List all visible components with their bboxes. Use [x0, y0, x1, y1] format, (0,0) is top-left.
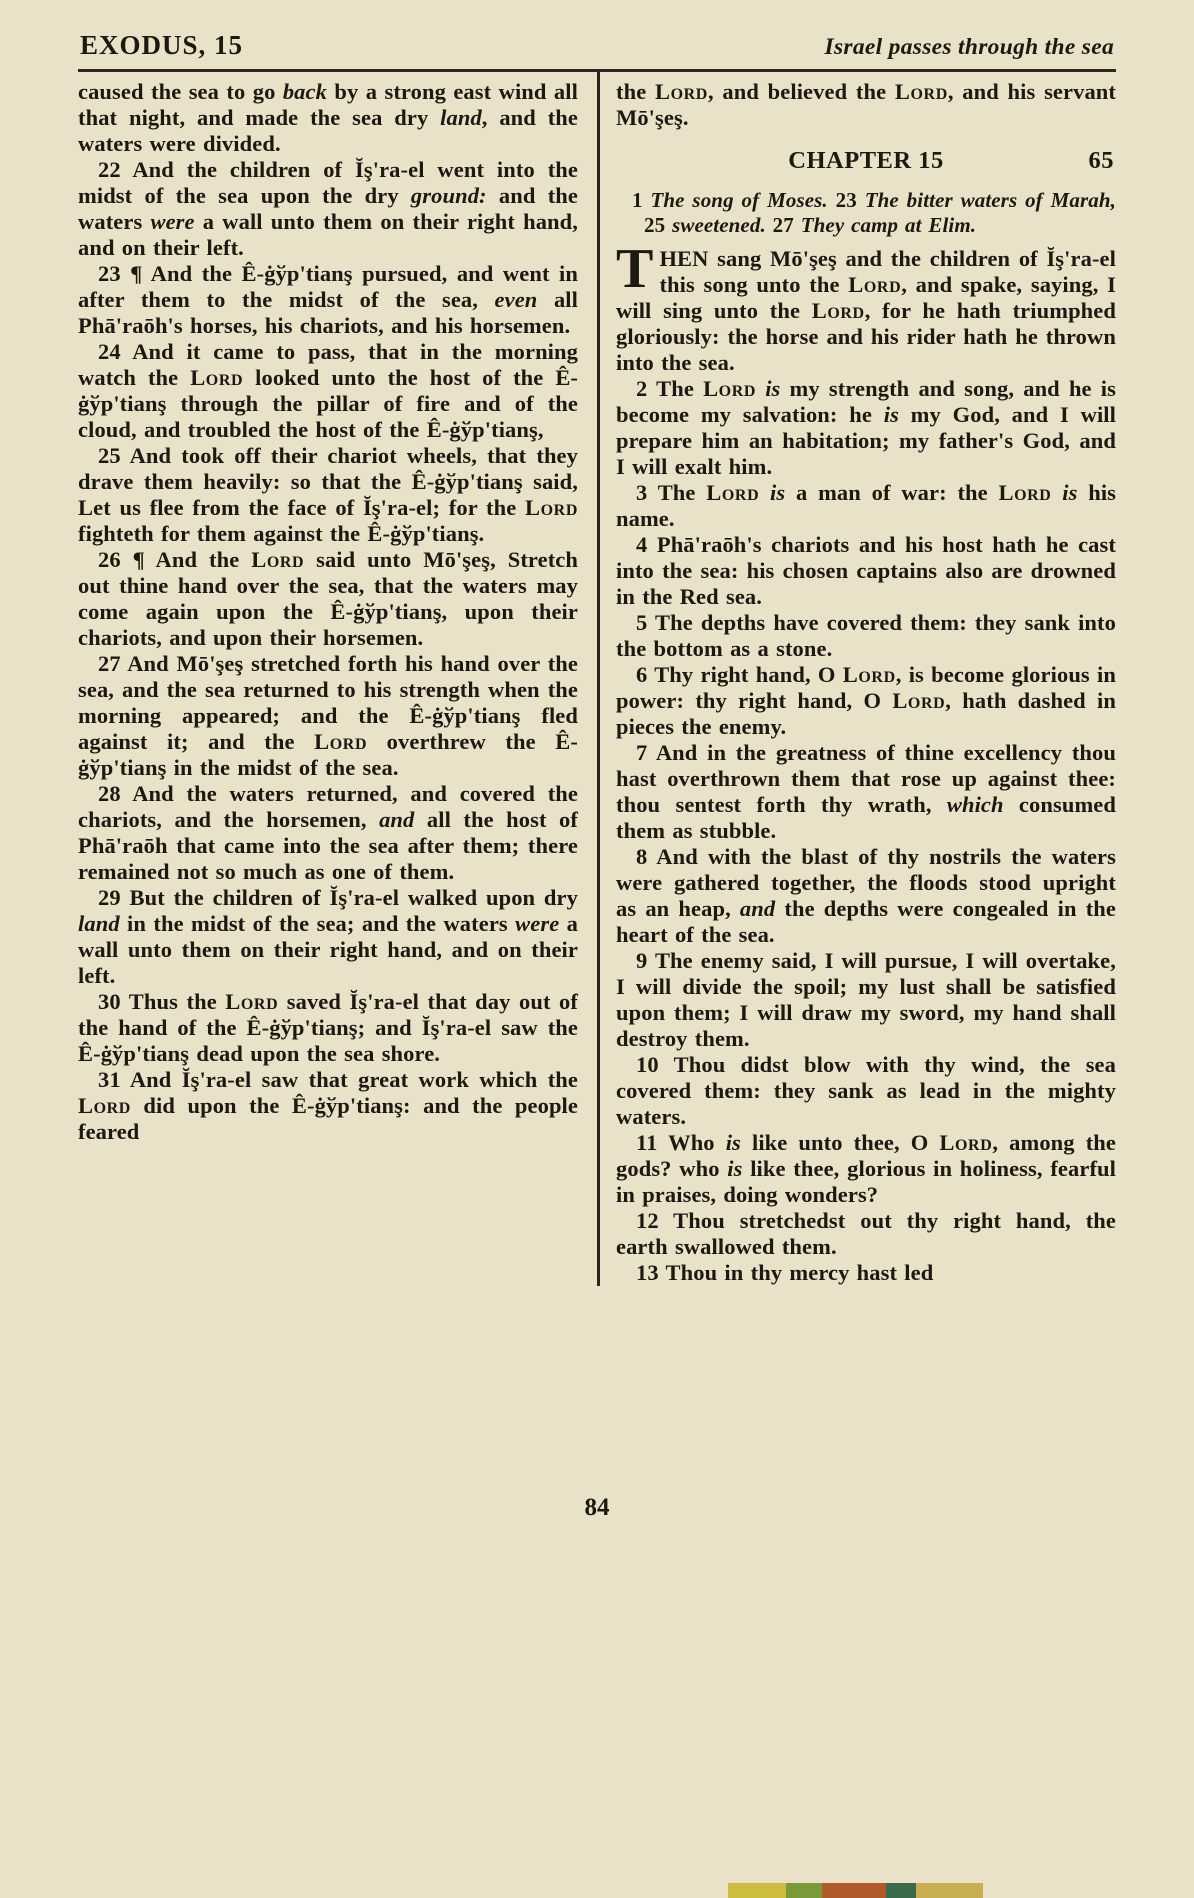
verse-paragraph: 12 Thou stretchedst out thy right hand, the earth swallowed them. [616, 1208, 1116, 1259]
verse-paragraph: 8 And with the blast of thy nostrils the waters were gathered together, the floods stood upright as an heap, and the depths were congealed in the heart of the sea. [616, 844, 1116, 947]
column-right [597, 79, 1116, 1286]
verse-paragraph: caused the sea to go back by a strong east wind all that night, and made the sea dry land, and the waters were divided. [78, 79, 578, 156]
chapter-summary: 1 The song of Moses. 23 The bitter waters of Marah, 25 sweetened. 27 They camp at Elim. [632, 188, 1116, 237]
scan-artifact-segment [886, 1883, 916, 1898]
column-number: 65 [1088, 147, 1114, 174]
verse-paragraph: 22 And the children of Ĭş'ra-el went into the midst of the sea upon the dry ground: and the waters were a wall unto them on their right hand, and on their left. [78, 157, 578, 260]
page-header [78, 26, 1116, 69]
drop-cap: T [616, 238, 654, 300]
column-divider [597, 72, 600, 1286]
verse-paragraph: 4 Phā'raōh's chariots and his host hath he cast into the sea: his chosen captains also are drowned in the Red sea. [616, 532, 1116, 609]
verse-paragraph: 27 And Mō'şeş stretched forth his hand over the sea, and the sea returned to his strength when the morning appeared; and the Ê-ġўp'tianş fled against it; and the Lord overthrew the Ê-ġўp'tianş in the midst of the sea. [78, 651, 578, 780]
verse-paragraph: 6 Thy right hand, O Lord, is become glorious in power: thy right hand, O Lord, hath dashed in pieces the enemy. [616, 662, 1116, 739]
verse-paragraph: THEN sang Mō'şeş and the children of Ĭş'ra-el this song unto the Lord, and spake, saying, I will sing unto the Lord, for he hath triumphed gloriously: the horse and his rider hath he thrown into the sea. [616, 238, 1116, 375]
verse-paragraph: 7 And in the greatness of thine excellency thou hast overthrown them that rose up against thee: thou sentest forth thy wrath, which consumed them as stubble. [616, 740, 1116, 843]
verse-paragraph: 31 And Ĭş'ra-el saw that great work which the Lord did upon the Ê-ġўp'tianş: and the people feared [78, 1067, 578, 1144]
verse-paragraph: 5 The depths have covered them: they sank into the bottom as a stone. [616, 610, 1116, 661]
verse-paragraph: the Lord, and believed the Lord, and his servant Mō'şeş. [616, 79, 1116, 130]
verse-paragraph: 23 ¶ And the Ê-ġўp'tianş pursued, and went in after them to the midst of the sea, even all Phā'raōh's horses, his chariots, and his horsemen. [78, 261, 579, 338]
verse-paragraph: 24 And it came to pass, that in the morning watch the Lord looked unto the host of the Ê-ġўp'tianş through the pillar of fire and of the cloud, and troubled the host of the Ê-ġўp'tianş, [78, 339, 579, 442]
scan-artifact-segment [728, 1883, 786, 1898]
verse-paragraph: 30 Thus the Lord saved Ĭş'ra-el that day out of the hand of the Ê-ġўp'tianş; and Ĭş'ra-el saw the Ê-ġўp'tianş dead upon the sea shore. [78, 989, 578, 1066]
chapter-heading [616, 147, 1116, 175]
verse-paragraph: 28 And the waters returned, and covered the chariots, and the horsemen, and all the host of Phā'raōh that came into the sea after them; there remained not so much as one of them. [78, 781, 578, 884]
text-columns [78, 79, 1116, 1286]
verse-paragraph: 29 But the children of Ĭş'ra-el walked upon dry land in the midst of the sea; and the waters were a wall unto them on their right hand, and on their left. [78, 885, 578, 988]
verse-paragraph: 3 The Lord is a man of war: the Lord is his name. [616, 480, 1117, 531]
verse-paragraph: 2 The Lord is my strength and song, and he is become my salvation: he is my God, and I will prepare him an habitation; my father's God, and I will exalt him. [616, 376, 1117, 479]
verse-paragraph: 13 Thou in thy mercy hast led [636, 1260, 934, 1285]
verse-paragraph: 10 Thou didst blow with thy wind, the sea covered them: they sank as lead in the mighty waters. [616, 1052, 1116, 1129]
verse-paragraph: 25 And took off their chariot wheels, that they drave them heavily: so that the Ê-ġўp'tianş said, Let us flee from the face of Ĭş'ra-el; for the Lord fighteth for them against the Ê-ġўp'tianş. [78, 443, 578, 546]
page-footer [0, 1494, 1194, 1522]
book-chapter-title: EXODUS, 15 [80, 30, 244, 60]
scan-artifact [728, 1883, 983, 1898]
running-head: Israel passes through the sea [824, 34, 1114, 60]
chapter-title: CHAPTER 15 [788, 147, 944, 174]
page-number: 84 [584, 1494, 610, 1521]
verse-paragraph: 26 ¶ And the Lord said unto Mō'şeş, Stretch out thine hand over the sea, that the waters may come again upon the Ê-ġўp'tianş, upon their chariots, and upon their horsemen. [78, 547, 578, 650]
verse-paragraph: 11 Who is like unto thee, O Lord, among the gods? who is like thee, glorious in holiness, fearful in praises, doing wonders? [616, 1130, 1116, 1207]
scan-artifact-segment [786, 1883, 822, 1898]
scan-artifact-segment [822, 1883, 886, 1898]
verse-paragraph: 9 The enemy said, I will pursue, I will overtake, I will divide the spoil; my lust shall be satisfied upon them; I will draw my sword, my hand shall destroy them. [616, 948, 1116, 1051]
column-left [78, 79, 597, 1286]
scan-artifact-segment [916, 1883, 983, 1898]
